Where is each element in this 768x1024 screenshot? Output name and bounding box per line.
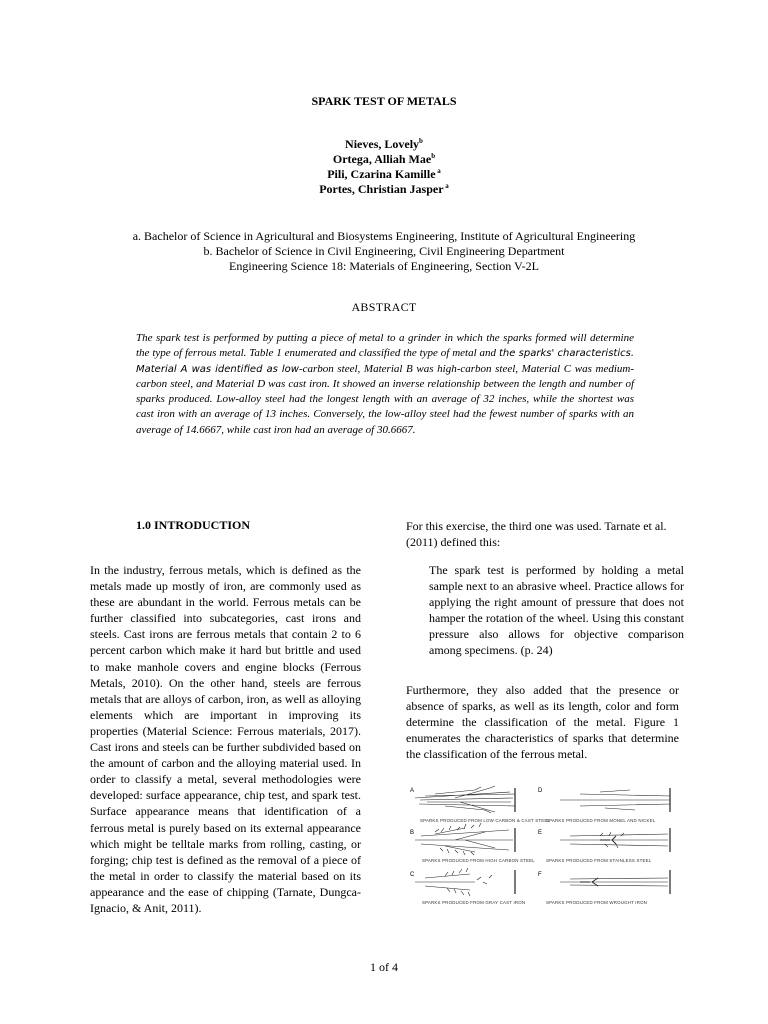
abstract-text: The spark test is performed by putting a piece of metal to a grinder in which the sparks formed will determine the type of ferrous metal. Table 1 enumerated and classified the type of metal and the sparks' characteristics. Material A was identified as low-carbon steel, Material B was high-carbon steel, Material C was medium-carbon steel, and Material D was cast iron. It showed an inverse relationship between the length and number of sparks produced. Low-alloy steel had the longest length with an average of 32 inches, while the shortest was cast iron with an average of 13 inches. Conversely, the low-alloy steel had the fewest number of sparks with an average of 14.6667, while cast iron had an average of 30.6667.	[136, 332, 635, 436]
author-4: Portes, Christian Jasper $^a$	[319, 182, 449, 196]
page-number: 1 of 4	[370, 960, 398, 974]
block-quote: The spark test is performed by holding a metal sample next to an abrasive wheel. Practice allows for applying the right amount of pressure that does not hamper the rotation of the wheel. Using this constant pressure also allows for objective comparison among specimens. (p. 24)	[429, 563, 684, 658]
figure-caption-e: SPARKS PRODUCED FROM STAINLESS STEEL	[546, 858, 652, 863]
intro-paragraph-right: For this exercise, the third one was used. Tarnate et al. (2011) defined this:	[406, 519, 667, 550]
figure-caption-b: SPARKS PRODUCED FROM HIGH CARBON STEEL	[422, 858, 535, 863]
affiliations	[0, 229, 768, 274]
paper-title: SPARK TEST OF METALS	[311, 94, 457, 108]
intro-paragraph-left: In the industry, ferrous metals, which is defined as the metals made up mostly of iron, are commonly used as these are abundant in the world. Ferrous metals can be further classified into subcategories, cast irons and steels. Cast irons are ferrous metals that contain 2 to 6 percent carbon which make it hard but brittle and used to make manhole covers and engine blocks (Ferrous Metals, 2010). On the other hand, steels are ferrous metals that are alloys of carbon, iron, as well as alloying elements which are important in improving its properties (Material Science: Ferrous materials, 2017). Cast irons and steels can be further subdivided based on the amount of carbon and the alloying material used. In order to classify a metal, several methodologies were developed: surface appearance, chip test, and spark test. Surface appearance means that identification of a ferrous metal is purely based on its external appearance which might be telltale marks from rolling, casting, or forging; chip test is defined as the removal of a piece of the metal in order to classify the material based on its appearance and the ease of chipping (Tarnate, Dungca-Ignacio, & Anit, 2011).	[90, 563, 361, 915]
figure-label-c: C	[410, 872, 415, 878]
affiliation-b: b. Bachelor of Science in Civil Engineering, Civil Engineering Department	[203, 244, 565, 258]
spark-pattern-figure	[400, 776, 690, 906]
section-heading-introduction: 1.0 INTRODUCTION	[136, 518, 251, 532]
abstract-heading: ABSTRACT	[351, 300, 417, 314]
affiliation-a: a. Bachelor of Science in Agricultural and Biosystems Engineering, Institute of Agricultural Engineering	[132, 229, 636, 243]
figure-label-f: F	[538, 872, 542, 878]
course-info: Engineering Science 18: Materials of Engineering, Section V-2L	[229, 259, 539, 273]
abstract-script-segment: the sparks' characteristics. Material A was identified as low	[136, 348, 635, 375]
spark-pattern-b	[415, 823, 515, 855]
author-2: Ortega, Alliah Mae$^b$	[332, 152, 436, 166]
spark-pattern-f	[560, 870, 670, 894]
figure-label-d: D	[538, 788, 543, 794]
author-3: Pili, Czarina Kamille $^a$	[327, 167, 441, 181]
spark-pattern-a	[415, 786, 515, 813]
figure-caption-f: SPARKS PRODUCED FROM WROUGHT IRON	[546, 900, 648, 905]
figure-label-a: A	[410, 788, 415, 794]
figure-caption-d: SPARKS PRODUCED FROM MONEL AND NICKEL	[546, 818, 656, 823]
figure-caption-a: SPARKS PRODUCED FROM LOW CARBON & CAST STEEL	[420, 818, 551, 823]
figure-caption-c: SPARKS PRODUCED FROM GRAY CAST IRON	[422, 900, 526, 905]
intro-paragraph-right-2: Furthermore, they also added that the presence or absence of sparks, as well as its length, color and form determine the classification of the metal. Figure 1 enumerates the characteristics of sparks that determine the classification of the ferrous metal.	[406, 683, 679, 762]
author-list	[0, 137, 768, 197]
author-1: Nieves, Lovely$^b$	[345, 137, 423, 151]
figure-label-e: E	[538, 830, 543, 836]
figure-label-b: B	[410, 830, 415, 836]
spark-pattern-e	[560, 828, 670, 852]
spark-pattern-c	[415, 868, 515, 896]
spark-pattern-d	[560, 788, 670, 812]
